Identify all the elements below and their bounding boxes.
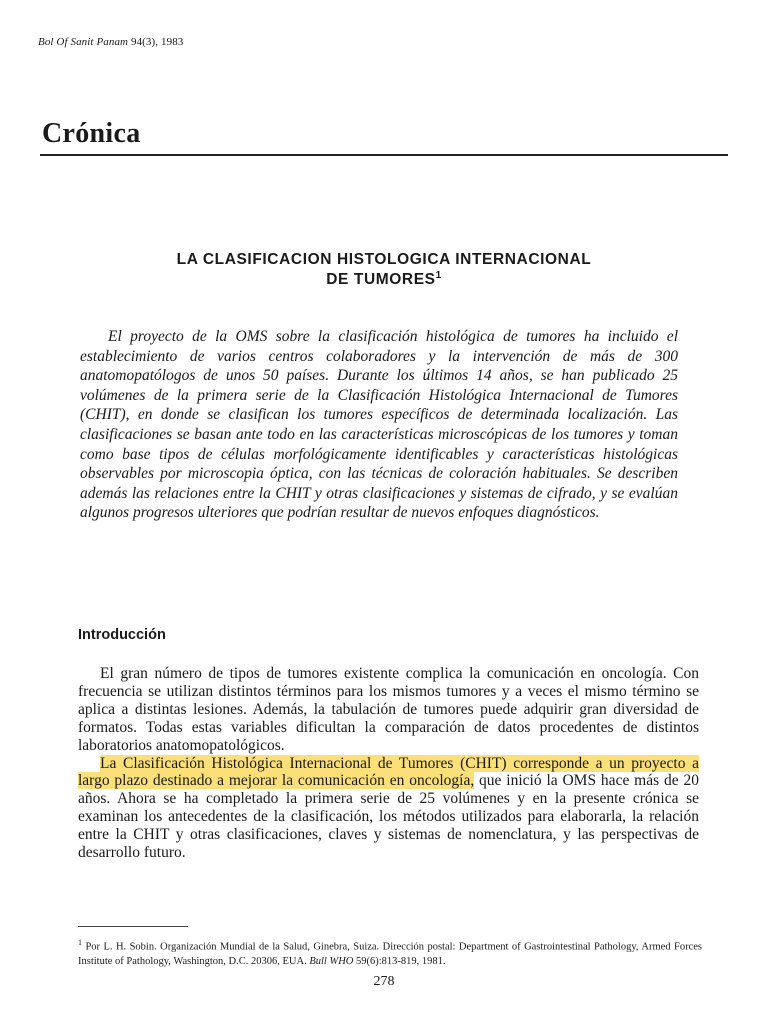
intro-paragraph-2-rest: que inició la OMS hace más de 20 años. Ahora se ha completado la primera serie de 25 volúmenes y en la presente crónica se examinan los antecedentes de la clasificación, los métodos utilizados para elaborarla, la relación entre la CHIT y otras clasificaciones, claves y sistemas de nomenclatura, y las perspectivas de desarrollo futuro. [78,772,699,862]
footnote-text: Por L. H. Sobin. Organización Mundial de la Salud, Ginebra, Suiza. Dirección postal: Department of Gastrointestinal Pathology, Armed Forces Institute of Pathology, Washington, D.C. 20306, EUA. [78,941,702,967]
running-head [38,36,183,48]
intro-paragraph-1: El gran número de tipos de tumores existente complica la comunicación en oncología. Con frecuencia se utilizan distintos términos para los mismos tumores y a veces el mismo término se aplica a distintas lesiones. Además, la tabulación de tumores puede adquirir gran diversidad de formatos. Todas estas variables dificultan la comparación de datos procedentes de distintos laboratorios anatomopatológicos. [78,665,699,754]
article-title [60,250,708,290]
abstract: El proyecto de la OMS sobre la clasificación histológica de tumores ha incluido el establecimiento de varios centros colaboradores y la intervención de más de 300 anatomopatólogos de unos 50 países. Durante los últimos 14 años, se han publicado 25 volúmenes de la primera serie de la Clasificación Histológica Internacional de Tumores (CHIT), en donde se clasifican los tumores específicos de determinada localización. Las clasificaciones se basan ante todo en las características microscópicas de los tumores y toman como base tipos de células morfológicamente identificables y características histológicas observables por microscopia óptica, con las técnicas de coloración habituales. Se describen además las relaciones entre la CHIT y otras clasificaciones y sistemas de cifrado, y se evalúan algunos progresos ulteriores que podrían resultar de nuevos enfoques diagnósticos. [80,328,678,522]
highlighted-sentence: La Clasificación Histológica Internacional de Tumores (CHIT) corresponde a un proyecto a largo plazo destinado a mejorar la comunicación en oncología, [78,754,699,790]
footnote-marker: 1 [78,938,82,947]
title-footnote-ref: 1 [435,269,442,281]
intro-body [78,665,699,862]
journal-volume: 94(3), 1983 [130,36,184,48]
footnote-journal: Bull WHO [309,955,354,967]
footnote-divider [78,926,188,927]
article-title-line-2 [60,270,708,290]
article-title-line-2-text: DE TUMORES [326,271,436,288]
footnote-citation: 59(6):813-819, 1981. [353,955,446,967]
footnote [78,936,702,969]
article-title-line-1: LA CLASIFICACION HISTOLOGICA INTERNACIONAL [176,251,592,268]
section-title: Crónica [42,118,141,149]
journal-name: Bol Of Sanit Panam [38,36,129,48]
intro-heading: Introducción [78,627,166,643]
page-number: 278 [373,974,395,989]
section-divider [40,154,728,156]
intro-paragraph-2 [78,755,699,862]
